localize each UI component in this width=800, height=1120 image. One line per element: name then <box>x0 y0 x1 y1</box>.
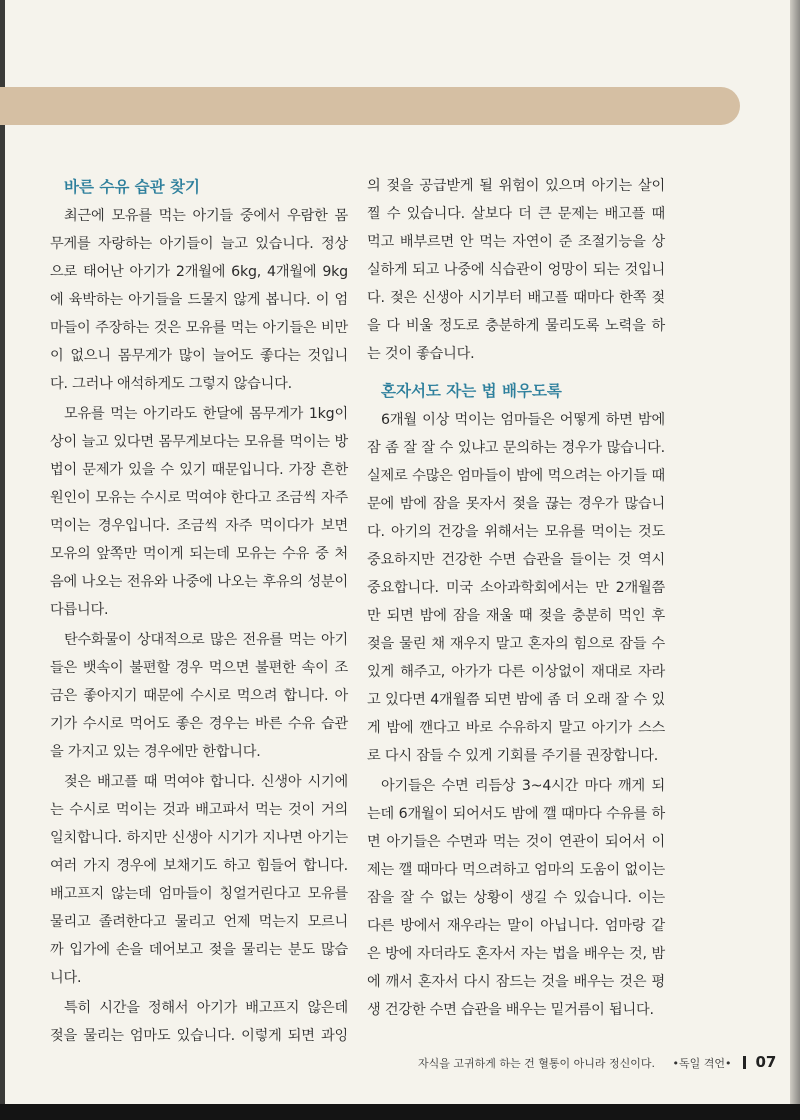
paragraph <box>50 768 348 992</box>
text-line: 잠을 잘 수 없는 상황이 생길 수 있습니다. 이는 <box>367 890 665 906</box>
text-line: 모유를 먹는 아기라도 한달에 몸무게가 1kg이 <box>64 406 348 422</box>
page-number: 07 <box>755 1053 777 1071</box>
text-line: 로 다시 잠들 수 있게 기회를 주기를 권장합니다. <box>367 748 659 764</box>
text-line: 물리고 졸려한다고 물리고 언제 먹는지 모르니 <box>50 914 348 930</box>
section-heading: 혼자서도 자는 법 배우도록 <box>381 382 562 400</box>
text-line: 젖을 물린 채 재우지 말고 혼자의 힘으로 잠들 수 <box>367 636 665 652</box>
text-line: 아기들은 수면 리듬상 3~4시간 마다 깨게 되 <box>381 778 665 794</box>
text-line: 무게를 자랑하는 아기들이 늘고 있습니다. 정상 <box>50 236 348 252</box>
text-line: 다른 방에서 재우라는 말이 아닙니다. 엄마랑 같 <box>367 918 665 934</box>
text-line: 고 있다면 4개월쯤 되면 밤에 좀 더 오래 잘 수 있 <box>367 692 665 708</box>
text-line: 의 젖을 공급받게 될 위험이 있으며 아기는 살이 <box>367 178 665 194</box>
text-line: 금은 좋아지기 때문에 수시로 먹으려 합니다. 아 <box>50 688 348 704</box>
text-line: 을 가지고 있는 경우에만 한합니다. <box>50 744 261 760</box>
paragraph <box>367 772 665 1024</box>
text-line: 배고프지 않는데 엄마들이 칭얼거린다고 모유를 <box>50 886 348 902</box>
page-footer <box>418 1053 776 1071</box>
text-line: 찔 수 있습니다. 살보다 더 큰 문제는 배고플 때 <box>367 206 665 222</box>
text-line: 을 다 비울 정도로 충분하게 물리도록 노력을 하 <box>367 318 665 334</box>
text-line: 는 수시로 먹이는 것과 배고파서 먹는 것이 거의 <box>50 802 348 818</box>
footer-quote-source: •독일 격언• <box>672 1057 732 1070</box>
paragraph <box>367 172 665 368</box>
text-line: 면 아기들은 수면과 먹는 것이 연관이 되어서 이 <box>367 834 665 850</box>
text-line: 법이 문제가 있을 수 있기 때문입니다. 가장 흔한 <box>50 462 348 478</box>
text-line: 잠 좀 잘 잘 수 있냐고 문의하는 경우가 많습니다. <box>367 440 665 456</box>
text-line: 모유의 앞쪽만 먹이게 되는데 모유는 수유 중 처 <box>50 546 348 562</box>
section-heading: 바른 수유 습관 찾기 <box>64 178 200 196</box>
text-line: 중요합니다. 미국 소아과학회에서는 만 2개월쯤 <box>367 580 665 596</box>
paragraph <box>50 400 348 624</box>
text-line: 원인이 모유는 수시로 먹여야 한다고 조금씩 자주 <box>50 490 348 506</box>
text-line: 문에 밤에 잠을 못자서 젖을 끊는 경우가 많습니 <box>367 496 665 512</box>
paragraph <box>50 994 348 1050</box>
text-line: 는 것이 좋습니다. <box>367 346 475 362</box>
text-line: 젖을 물리는 엄마도 있습니다. 이렇게 되면 과잉 <box>50 1028 348 1044</box>
text-line: 상이 늘고 있다면 몸무게보다는 모유를 먹이는 방 <box>50 434 348 450</box>
text-line: 이 없으니 몸무게가 많이 늘어도 좋다는 것입니 <box>50 348 348 364</box>
paragraph <box>367 406 665 770</box>
left-column <box>50 172 348 1052</box>
text-line: 일치합니다. 하지만 신생아 시기가 지나면 아기는 <box>50 830 348 846</box>
right-column <box>367 172 665 1026</box>
scan-left-edge <box>0 0 5 1120</box>
text-line: 에 깨서 혼자서 다시 잠드는 것을 배우는 것은 평 <box>367 974 665 990</box>
text-line: 실하게 되고 나중에 식습관이 엉망이 되는 것입니 <box>367 262 665 278</box>
text-line: 는데 6개월이 되어서도 밤에 깰 때마다 수유를 하 <box>367 806 665 822</box>
text-line: 만 되면 밤에 잠을 재울 때 젖을 충분히 먹인 후 <box>367 608 665 624</box>
scan-bottom-edge <box>0 1104 800 1120</box>
footer-quote: 자식을 고귀하게 하는 건 혈통이 아니라 정신이다. <box>418 1057 655 1070</box>
text-line: 다. 아기의 건강을 위해서는 모유를 먹이는 것도 <box>367 524 665 540</box>
text-line: 먹이는 경우입니다. 조금씩 자주 먹이다가 보면 <box>50 518 348 534</box>
text-line: 기가 수시로 먹어도 좋은 경우는 바른 수유 습관 <box>50 716 348 732</box>
text-line: 6개월 이상 먹이는 엄마들은 어떻게 하면 밤에 <box>381 412 665 428</box>
paragraph <box>50 202 348 398</box>
text-line: 있게 해주고, 아가가 다른 이상없이 재대로 자라 <box>367 664 665 680</box>
footer-divider <box>743 1056 746 1069</box>
text-line: 다. 젖은 신생아 시기부터 배고플 때마다 한쪽 젖 <box>367 290 665 306</box>
text-line: 음에 나오는 전유와 나중에 나오는 후유의 성분이 <box>50 574 348 590</box>
scan-right-edge <box>790 0 800 1105</box>
text-line: 제는 깰 때마다 먹으려하고 엄마의 도움이 없이는 <box>367 862 665 878</box>
text-line: 마들이 주장하는 것은 모유를 먹는 아기들은 비만 <box>50 320 348 336</box>
text-line: 여러 가지 경우에 보채기도 하고 힘들어 합니다. <box>50 858 348 874</box>
text-line: 먹고 배부르면 안 먹는 자연이 준 조절기능을 상 <box>367 234 665 250</box>
text-line: 특히 시간을 정해서 아기가 배고프지 않은데 <box>64 1000 348 1016</box>
text-line: 들은 뱃속이 불편할 경우 먹으면 불편한 속이 조 <box>50 660 348 676</box>
text-line: 다. 그러나 애석하게도 그렇지 않습니다. <box>50 376 292 392</box>
text-line: 최근에 모유를 먹는 아기들 중에서 우람한 몸 <box>64 208 348 224</box>
text-line: 까 입가에 손을 데어보고 젖을 물리는 분도 많습 <box>50 942 348 958</box>
text-line: 으로 태어난 아기가 2개월에 6kg, 4개월에 9kg <box>50 264 348 280</box>
text-line: 생 건강한 수면 습관을 배우는 밑거름이 됩니다. <box>367 1002 654 1018</box>
text-line: 젖은 배고플 때 먹여야 합니다. 신생아 시기에 <box>64 774 348 790</box>
text-line: 실제로 수많은 엄마들이 밤에 먹으려는 아기들 때 <box>367 468 665 484</box>
text-line: 에 육박하는 아기들을 드물지 않게 봅니다. 이 엄 <box>50 292 348 308</box>
text-line: 탄수화물이 상대적으로 많은 전유를 먹는 아기 <box>64 632 348 648</box>
text-line: 다릅니다. <box>50 602 109 618</box>
text-line: 니다. <box>50 970 82 986</box>
paragraph <box>50 626 348 766</box>
header-decorative-band <box>0 87 740 125</box>
text-line: 게 밤에 깬다고 바로 수유하지 말고 아기가 스스 <box>367 720 665 736</box>
text-line: 중요하지만 건강한 수면 습관을 들이는 것 역시 <box>367 552 665 568</box>
text-line: 은 방에 자더라도 혼자서 자는 법을 배우는 것, 밤 <box>367 946 665 962</box>
